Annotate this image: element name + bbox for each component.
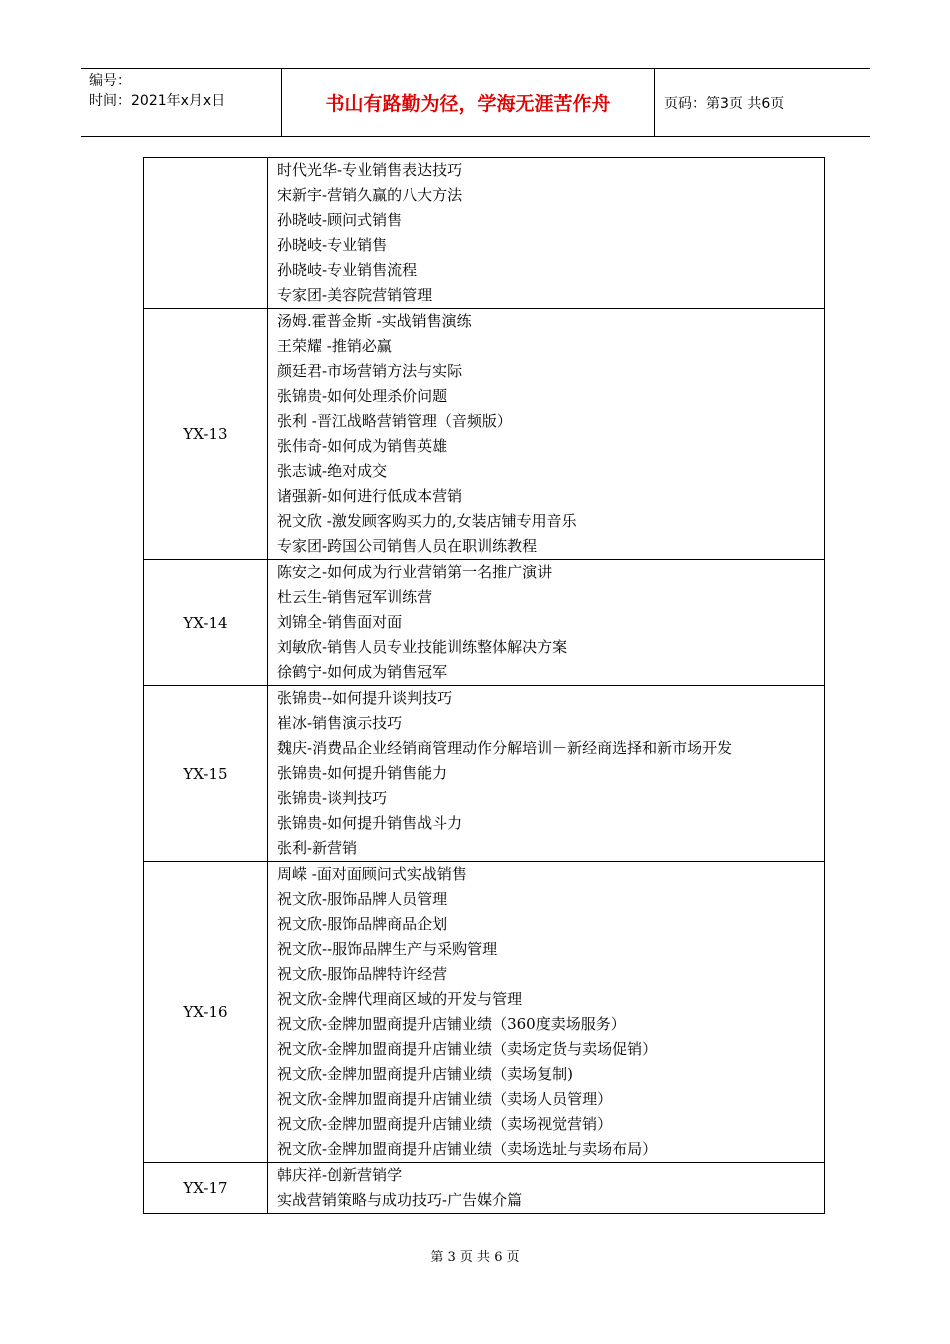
list-item: 韩庆祥-创新营销学 — [277, 1166, 403, 1184]
list-item: 实战营销策略与成功技巧-广告媒介篇 — [277, 1191, 523, 1209]
row-items — [268, 862, 825, 1163]
list-item: 孙晓岐-顾问式销售 — [277, 211, 403, 229]
header-number-label: 编号： — [89, 73, 131, 89]
list-item: 徐鹤宁-如何成为销售冠军 — [277, 663, 448, 681]
row-items — [268, 309, 825, 560]
list-item: 祝文欣-服饰品牌特许经营 — [277, 965, 448, 983]
table-row — [144, 1163, 825, 1214]
list-item: 魏庆-消费品企业经销商管理动作分解培训－新经商选择和新市场开发 — [277, 739, 733, 757]
row-code: YX-13 — [144, 309, 268, 560]
table-row — [144, 686, 825, 862]
list-item: 王荣耀 -推销必赢 — [277, 337, 392, 355]
row-code — [144, 158, 268, 309]
list-item: 刘敏欣-销售人员专业技能训练整体解决方案 — [277, 638, 568, 656]
table-row — [144, 560, 825, 686]
row-code: YX-17 — [144, 1163, 268, 1214]
list-item: 祝文欣--服饰品牌生产与采购管理 — [277, 940, 498, 958]
row-items — [268, 1163, 825, 1214]
row-code: YX-16 — [144, 862, 268, 1163]
list-item: 祝文欣-金牌代理商区域的开发与管理 — [277, 990, 523, 1008]
list-item: 崔冰-销售演示技巧 — [277, 714, 403, 732]
list-item: 祝文欣-金牌加盟商提升店铺业绩（卖场定货与卖场促销） — [277, 1040, 658, 1058]
list-item: 祝文欣-金牌加盟商提升店铺业绩（卖场人员管理） — [277, 1090, 613, 1108]
page-header — [81, 68, 870, 137]
header-page-label: 页码：第3页 共6页 — [664, 95, 785, 112]
list-item: 颜廷君-市场营销方法与实际 — [277, 362, 463, 380]
row-items — [268, 686, 825, 862]
list-item: 杜云生-销售冠军训练营 — [277, 588, 433, 606]
header-divider — [654, 69, 655, 136]
list-item: 张锦贵-谈判技巧 — [277, 789, 388, 807]
row-items — [268, 158, 825, 309]
list-item: 宋新宇-营销久赢的八大方法 — [277, 186, 463, 204]
page-footer: 第 3 页 共 6 页 — [430, 1250, 520, 1265]
list-item: 专家团-跨国公司销售人员在职训练教程 — [277, 537, 538, 555]
list-item: 张锦贵--如何提升谈判技巧 — [277, 689, 453, 707]
list-item: 专家团-美容院营销管理 — [277, 286, 433, 304]
table-row — [144, 862, 825, 1163]
list-item: 祝文欣-金牌加盟商提升店铺业绩（360度卖场服务） — [277, 1015, 626, 1033]
list-item: 张锦贵-如何提升销售能力 — [277, 764, 448, 782]
list-item: 孙晓岐-专业销售 — [277, 236, 388, 254]
list-item: 祝文欣-金牌加盟商提升店铺业绩（卖场选址与卖场布局） — [277, 1140, 658, 1158]
list-item: 刘锦全-销售面对面 — [277, 613, 403, 631]
list-item: 祝文欣-金牌加盟商提升店铺业绩（卖场复制) — [277, 1065, 573, 1083]
list-item: 祝文欣-服饰品牌商品企划 — [277, 915, 448, 933]
list-item: 张利 -晋江战略营销管理（音频版） — [277, 412, 512, 430]
row-code: YX-14 — [144, 560, 268, 686]
list-item: 张伟奇-如何成为销售英雄 — [277, 437, 448, 455]
list-item: 祝文欣-金牌加盟商提升店铺业绩（卖场视觉营销） — [277, 1115, 613, 1133]
header-motto: 书山有路勤为径，学海无涯苦作舟 — [325, 93, 611, 115]
row-code: YX-15 — [144, 686, 268, 862]
list-item: 张锦贵-如何处理杀价问题 — [277, 387, 448, 405]
list-item: 祝文欣 -激发顾客购买力的,女装店铺专用音乐 — [277, 512, 577, 530]
course-table — [143, 157, 825, 1214]
list-item: 张锦贵-如何提升销售战斗力 — [277, 814, 463, 832]
list-item: 孙晓岐-专业销售流程 — [277, 261, 418, 279]
list-item: 诸强新-如何进行低成本营销 — [277, 487, 463, 505]
list-item: 祝文欣-服饰品牌人员管理 — [277, 890, 448, 908]
list-item: 张利-新营销 — [277, 839, 358, 857]
list-item: 陈安之-如何成为行业营销第一名推广演讲 — [277, 563, 553, 581]
list-item: 时代光华-专业销售表达技巧 — [277, 161, 463, 179]
list-item: 周嵘 -面对面顾问式实战销售 — [277, 865, 467, 883]
header-meta — [81, 69, 281, 136]
list-item: 张志诚-绝对成交 — [277, 462, 388, 480]
row-items — [268, 560, 825, 686]
table-row — [144, 158, 825, 309]
header-time-label: 时间：2021年x月x日 — [89, 93, 226, 109]
list-item: 汤姆.霍普金斯 -实战销售演练 — [277, 312, 472, 330]
table-row — [144, 309, 825, 560]
